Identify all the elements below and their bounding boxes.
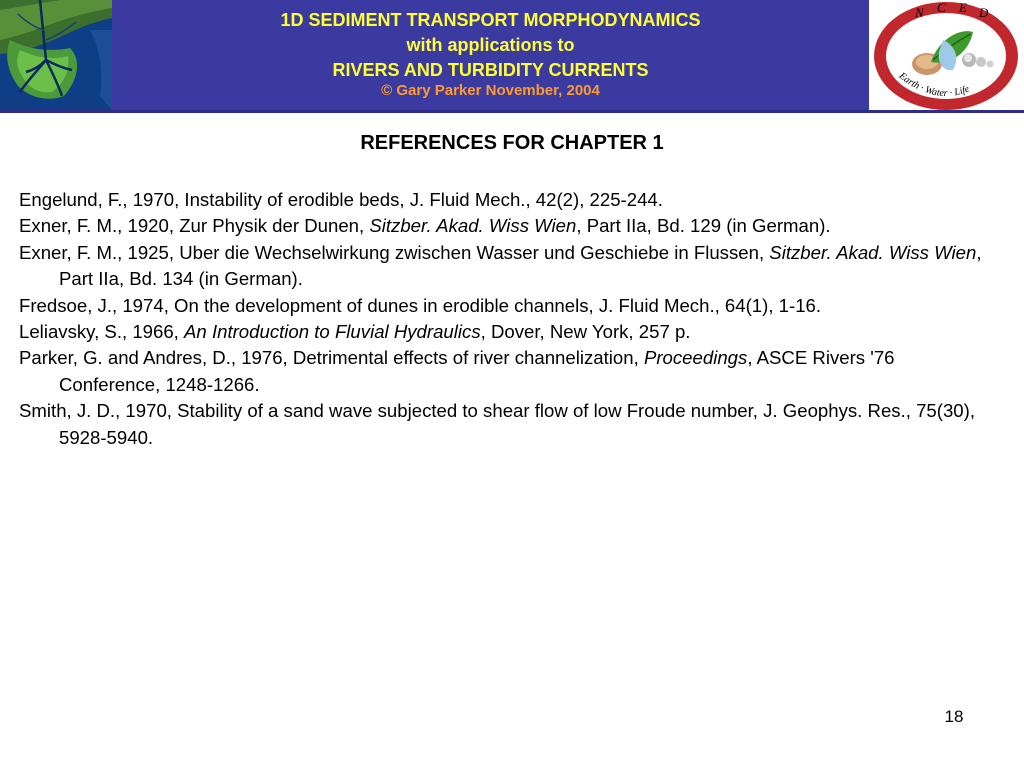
reference-source-italic: Proceedings xyxy=(643,347,748,369)
title-banner xyxy=(112,0,869,110)
svg-text:E: E xyxy=(959,0,967,15)
reference-text-tail: , Part IIa, Bd. 134 (in German). xyxy=(59,241,982,290)
reference-text: Parker, G. and Andres, D., 1976, Detrimental effects of river channelization, xyxy=(19,347,644,369)
course-title-line-2: with applications to xyxy=(406,35,575,55)
course-title-line-3: RIVERS AND TURBIDITY CURRENTS xyxy=(332,60,649,80)
reference-text-tail: , Part IIa, Bd. 129 (in German). xyxy=(576,215,831,237)
delta-satellite-image xyxy=(0,0,112,110)
reference-item xyxy=(19,293,999,319)
nced-logo xyxy=(869,0,1024,110)
svg-text:N: N xyxy=(915,5,924,20)
svg-text:C: C xyxy=(937,0,946,15)
reference-source-italic: An Introduction to Fluvial Hydraulics xyxy=(184,321,481,343)
reference-text: Leliavsky, S., 1966, xyxy=(19,321,185,343)
course-title-line-1: 1D SEDIMENT TRANSPORT MORPHODYNAMICS xyxy=(280,10,701,30)
reference-text: Fredsoe, J., 1974, On the development of dunes in erodible channels, J. Fluid Mech., 64(1), 1-16. xyxy=(19,294,822,316)
delta-image-svg xyxy=(0,0,112,110)
reference-item xyxy=(19,398,999,451)
reference-text: Exner, F. M., 1920, Zur Physik der Dunen, xyxy=(19,215,370,237)
svg-text:Earth · Water · Life: Earth · Water · Life xyxy=(896,70,971,100)
reference-text: Smith, J. D., 1970, Stability of a sand wave subjected to shear flow of low Froude number, J. Geophys. Res., 75(30), 5928-5940. xyxy=(19,400,975,448)
reference-item xyxy=(19,319,999,345)
reference-text: Exner, F. M., 1925, Uber die Wechselwirkung zwischen Wasser und Geschiebe in Flussen, xyxy=(19,241,770,263)
reference-list xyxy=(19,187,999,451)
reference-item xyxy=(19,213,999,239)
nced-logo-svg xyxy=(869,0,1024,110)
copyright-notice: © Gary Parker November, 2004 xyxy=(381,82,600,99)
reference-text: Engelund, F., 1970, Instability of erodible beds, J. Fluid Mech., 42(2), 225-244. xyxy=(19,189,663,210)
reference-item xyxy=(19,240,999,293)
slide-header xyxy=(0,0,1024,112)
reference-text-tail: , ASCE Rivers '76 Conference, 1248-1266. xyxy=(59,347,895,395)
reference-text-tail: , Dover, New York, 257 p. xyxy=(480,321,691,343)
header-divider xyxy=(0,110,1024,113)
page-title: REFERENCES FOR CHAPTER 1 xyxy=(360,132,664,154)
svg-text:D: D xyxy=(979,5,989,20)
reference-item xyxy=(19,345,999,398)
reference-item xyxy=(19,187,999,213)
page-number: 18 xyxy=(944,707,964,726)
reference-source-italic: Sitzber. Akad. Wiss Wien xyxy=(769,241,977,263)
reference-source-italic: Sitzber. Akad. Wiss Wien xyxy=(369,215,577,237)
